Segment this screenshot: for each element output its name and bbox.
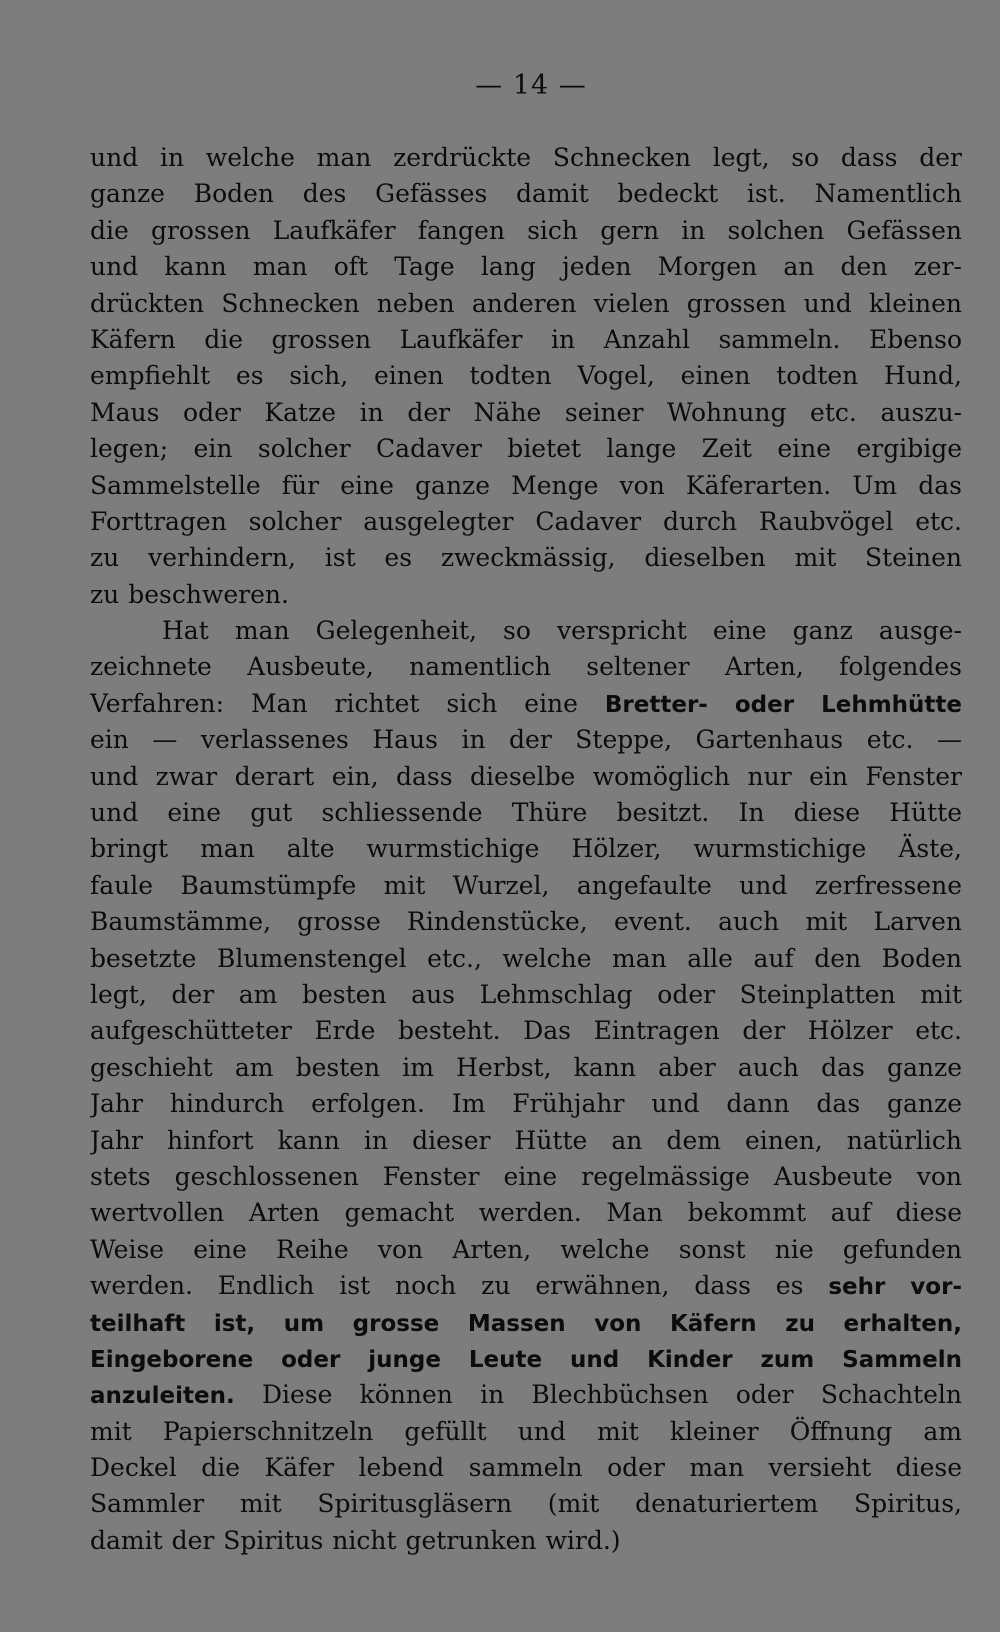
text-segment: geschieht am besten im Herbst, kann aber auch das ganze [90,1052,962,1082]
text-line [90,249,962,285]
text-segment: Forttragen solcher ausgelegter Cadaver durch Raubvögel etc. [90,506,962,536]
text-segment: und eine gut schliessende Thüre besitzt. In diese Hütte [90,798,962,828]
text-segment: wertvollen Arten gemacht werden. Man bekommt auf diese [90,1198,962,1228]
text-line [90,213,962,249]
text-line [90,1377,962,1413]
text-segment: Käfern die grossen Laufkäfer in Anzahl sammeln. Ebenso [90,324,962,354]
text-segment: Verfahren: Man richtet sich eine [90,688,605,718]
text-line [90,358,962,394]
text-line [90,1414,962,1450]
paragraph-1 [90,140,962,613]
text-line [90,1013,962,1049]
text-segment: bringt man alte wurmstichige Hölzer, wurmstichige Äste, [90,834,962,864]
text-line [90,686,962,722]
text-line [90,1268,962,1304]
emphasized-text: teilhaft ist, um grosse Massen von Käfern zu erhalten, [90,1310,962,1337]
text-line [90,1123,962,1159]
text-line [90,1050,962,1086]
text-line [90,322,962,358]
text-segment: besetzte Blumenstengel etc., welche man alle auf den Boden [90,943,962,973]
text-line [90,904,962,940]
text-segment: Sammelstelle für eine ganze Menge von Käferarten. Um das [90,470,962,500]
text-line [90,795,962,831]
text-segment: Sammler mit Spiritusgläsern (mit denaturiertem Spiritus, [90,1489,962,1519]
text-line [90,868,962,904]
emphasized-text: Bretter- oder Lehmhütte [604,691,962,718]
text-segment: zu beschweren. [90,579,289,609]
text-segment: Weise eine Reihe von Arten, welche sonst nie gefunden [90,1234,962,1264]
text-line [90,831,962,867]
text-line [90,395,962,431]
text-line [90,468,962,504]
text-line [90,540,962,576]
text-line [90,1450,962,1486]
text-segment: mit Papierschnitzeln gefüllt und mit kleiner Öffnung am [90,1416,962,1446]
text-segment: Jahr hinfort kann in dieser Hütte an dem einen, natürlich [90,1125,962,1155]
emphasized-text: Eingeborene oder junge Leute und Kinder zum Sammeln [90,1346,962,1373]
text-segment: zu verhindern, ist es zweckmässig, dieselben mit Steinen [90,543,962,573]
text-line [90,977,962,1013]
text-segment: damit der Spiritus nicht getrunken wird.) [90,1525,621,1555]
text-segment: empfiehlt es sich, einen todten Vogel, einen todten Hund, [90,361,962,391]
text-segment: zeichnete Ausbeute, namentlich seltener Arten, folgendes [90,652,962,682]
text-line [90,722,962,758]
text-line [90,1232,962,1268]
text-segment: und zwar derart ein, dass dieselbe womöglich nur ein Fenster [90,761,962,791]
text-segment: drückten Schnecken neben anderen vielen grossen und kleinen [90,288,962,318]
text-segment: Deckel die Käfer lebend sammeln oder man versieht diese [90,1453,962,1483]
text-line [90,1341,962,1377]
text-line [90,759,962,795]
text-segment: ein — verlassenes Haus in der Steppe, Gartenhaus etc. — [90,725,962,755]
text-segment: ganze Boden des Gefässes damit bedeckt ist. Namentlich [90,179,962,209]
text-segment: Maus oder Katze in der Nähe seiner Wohnung etc. auszu- [90,397,962,427]
text-line [90,613,962,649]
text-line [90,431,962,467]
text-line [90,1305,962,1341]
text-line [90,1195,962,1231]
text-segment: Hat man Gelegenheit, so verspricht eine ganz ausge- [162,616,962,646]
text-segment: und in welche man zerdrückte Schnecken legt, so dass der [90,143,962,172]
text-segment: faule Baumstümpfe mit Wurzel, angefaulte und zerfressene [90,870,962,900]
emphasized-text: anzuleiten. [90,1383,235,1410]
text-segment: Jahr hindurch erfolgen. Im Frühjahr und dann das ganze [90,1089,962,1119]
text-segment: Baumstämme, grosse Rindenstücke, event. auch mit Larven [90,907,962,937]
text-segment: legt, der am besten aus Lehmschlag oder Steinplatten mit [90,979,962,1009]
text-line [90,649,962,685]
text-line [90,1159,962,1195]
text-segment: aufgeschütteter Erde besteht. Das Eintragen der Hölzer etc. [90,1016,962,1046]
text-segment: die grossen Laufkäfer fangen sich gern in solchen Gefässen [90,215,962,245]
text-segment: werden. Endlich ist noch zu erwähnen, dass es [90,1271,829,1301]
text-line [90,577,962,613]
emphasized-text: sehr vor- [828,1274,962,1301]
text-line [90,140,962,176]
body-text [90,140,962,1559]
text-segment: und kann man oft Tage lang jeden Morgen an den zer- [90,252,962,282]
page-number: — 14 — [475,70,587,101]
text-segment: Diese können in Blechbüchsen oder Schachteln [234,1380,962,1410]
text-line [90,286,962,322]
text-line [90,941,962,977]
text-line [90,504,962,540]
paragraph-2 [90,613,962,1559]
text-line [90,1523,962,1559]
text-line [90,176,962,212]
text-segment: stets geschlossenen Fenster eine regelmässige Ausbeute von [90,1161,962,1191]
text-line [90,1486,962,1522]
text-line [90,1086,962,1122]
text-segment: legen; ein solcher Cadaver bietet lange Zeit eine ergibige [90,434,962,464]
